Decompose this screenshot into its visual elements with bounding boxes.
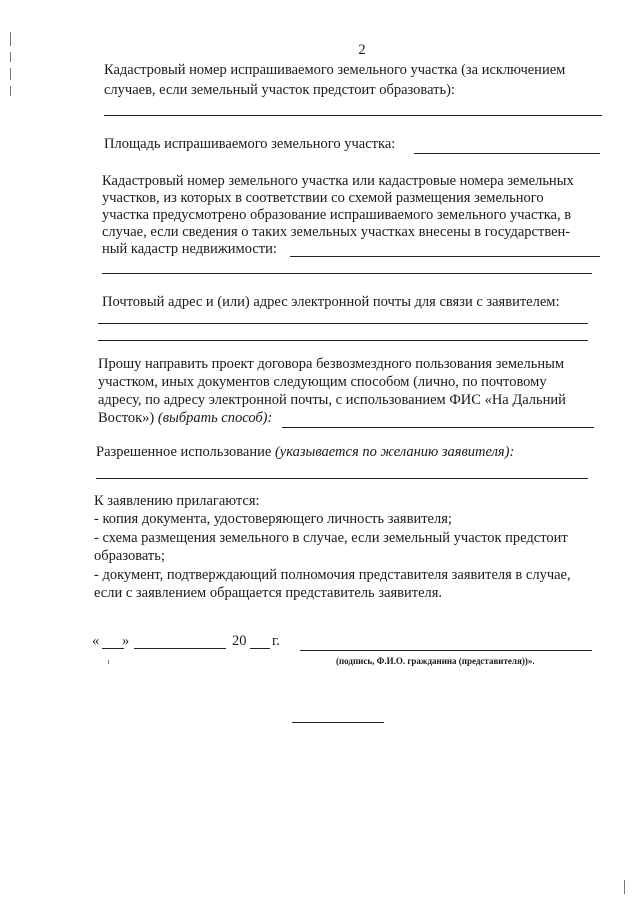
scan-margin-mark: [10, 52, 11, 62]
signature-fill-line[interactable]: [300, 650, 592, 651]
area-fill-line[interactable]: [414, 153, 600, 154]
source-parcels-line1: Кадастровый номер земельного участка или кадастровые номера земельных: [102, 173, 574, 189]
contact-fill-line1[interactable]: [98, 323, 588, 324]
scan-margin-mark: [10, 32, 11, 46]
date-year-fill-line[interactable]: [250, 648, 270, 649]
date-quote-close: »: [122, 633, 130, 649]
source-parcels-fill-line1[interactable]: [290, 256, 600, 257]
attachment-item-3-line2: если с заявлением обращается представитель заявителя.: [94, 585, 443, 601]
attachment-item-2-line2: образовать;: [94, 548, 165, 564]
permitted-use-label: [96, 444, 596, 461]
cadastral-number-text-line2: случаев, если земельный участок предстоит образовать):: [104, 82, 455, 98]
source-parcels-line4: случае, если сведения о таких земельных участках внесены в государствен-: [102, 224, 571, 240]
source-parcels-fill-line2[interactable]: [102, 273, 592, 274]
delivery-line4: [98, 410, 298, 427]
cadastral-number-fill-line[interactable]: [104, 115, 602, 116]
attachment-item-3-line1: - документ, подтверждающий полномочия представителя заявителя в случае,: [94, 567, 571, 583]
delivery-choose-method: (выбрать способ):: [157, 410, 273, 426]
permitted-use-note: (указывается по желанию заявителя):: [274, 444, 515, 460]
source-parcels-line2: участков, из которых в соответствии со схемой размещения земельного: [102, 190, 544, 206]
page-number: 2: [358, 42, 366, 58]
closing-separator: [292, 722, 384, 723]
source-parcels-line5: ный кадастр недвижимости:: [102, 241, 277, 257]
delivery-fill-line[interactable]: [282, 427, 594, 428]
scan-margin-mark: [624, 880, 625, 894]
date-year-prefix: 20: [232, 633, 247, 649]
permitted-use-fill-line[interactable]: [96, 478, 588, 479]
attachment-item-2-line1: - схема размещения земельного в случае, если земельный участок предстоит: [94, 530, 568, 546]
contact-label: Почтовый адрес и (или) адрес электронной почты для связи с заявителем:: [102, 294, 560, 310]
signature-caption: (подпись, Ф.И.О. гражданина (представителя))».: [336, 656, 535, 666]
attachment-item-1: - копия документа, удостоверяющего личность заявителя;: [94, 511, 452, 527]
delivery-line2: участком, иных документов следующим способом (лично, по почтовому: [98, 374, 547, 390]
delivery-line3: адресу, по адресу электронной почты, с использованием ФИС «На Дальний: [98, 392, 566, 408]
delivery-line4-text: Восток»): [98, 410, 155, 426]
attachments-heading: К заявлению прилагаются:: [94, 493, 260, 509]
contact-fill-line2[interactable]: [98, 340, 588, 341]
source-parcels-line3: участка предусмотрено образование испрашиваемого земельного участка, в: [102, 207, 572, 223]
scan-dot: [108, 660, 109, 664]
date-month-fill-line[interactable]: [134, 648, 226, 649]
scan-margin-mark: [10, 86, 11, 96]
scan-margin-mark: [10, 68, 11, 80]
permitted-use-text: Разрешенное использование: [96, 444, 272, 460]
date-quote-open: «: [92, 633, 100, 649]
area-label: Площадь испрашиваемого земельного участка:: [104, 136, 396, 152]
date-year-suffix: г.: [272, 633, 280, 649]
cadastral-number-text-line1: Кадастровый номер испрашиваемого земельного участка (за исключением: [104, 62, 566, 78]
delivery-line1: Прошу направить проект договора безвозмездного пользования земельным: [98, 356, 565, 372]
date-day-fill-line[interactable]: [102, 648, 124, 649]
